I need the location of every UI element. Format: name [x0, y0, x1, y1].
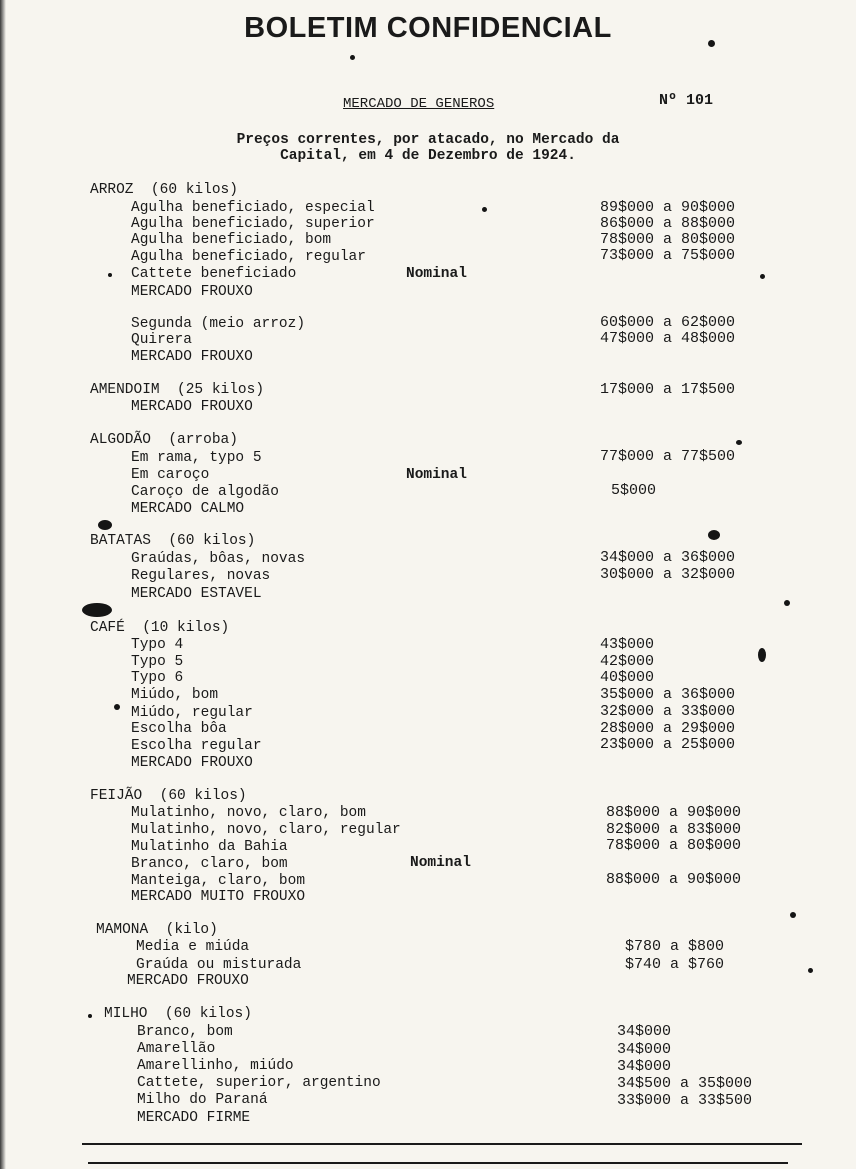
item-price: 34$000: [617, 1058, 672, 1075]
item-price: 23$000 a 25$000: [600, 736, 736, 753]
subtitle-line-1: Preços correntes, por atacado, no Mercado da: [236, 132, 620, 148]
item-price: 30$000 a 32$000: [600, 566, 736, 583]
ink-speck: [98, 520, 112, 530]
ink-speck: [808, 968, 813, 973]
ink-speck: [708, 40, 715, 47]
market-status: MERCADO FROUXO: [131, 755, 253, 771]
market-status: MERCADO ESTAVEL: [131, 586, 262, 602]
item-name: Milho do Paraná: [137, 1092, 268, 1108]
item-price: 73$000 a 75$000: [600, 247, 736, 264]
item-price: 47$000 a 48$000: [600, 330, 736, 347]
ink-speck: [758, 648, 766, 662]
item-name: Agulha beneficiado, especial: [131, 200, 375, 216]
subtitle: [0, 132, 856, 164]
ink-speck: [736, 440, 742, 445]
item-name: Em caroço: [131, 467, 210, 483]
item-note: Nominal: [406, 266, 467, 282]
item-price: 5$000: [611, 482, 657, 499]
item-name: Manteiga, claro, bom: [131, 873, 306, 889]
item-price: 43$000: [600, 636, 655, 653]
ink-speck: [482, 207, 487, 212]
item-price: 88$000 a 90$000: [606, 804, 742, 821]
item-name: Miúdo, bom: [131, 687, 219, 703]
item-price: 88$000 a 90$000: [606, 871, 742, 888]
market-title: MERCADO DE GENEROS: [343, 96, 495, 112]
ink-speck: [708, 530, 720, 540]
section-title-algodao: ALGODÃO (arroba): [90, 432, 238, 448]
market-status: MERCADO FROUXO: [131, 284, 253, 300]
issue-number: Nº 101: [659, 92, 714, 109]
item-price: 82$000 a 83$000: [606, 821, 742, 838]
item-price: 35$000 a 36$000: [600, 686, 736, 703]
item-name: Typo 4: [131, 637, 184, 653]
bottom-rule: [88, 1162, 788, 1164]
item-name: Branco, claro, bom: [131, 856, 288, 872]
document-header: BOLETIM CONFIDENCIAL: [244, 12, 612, 44]
item-price: 34$000: [617, 1041, 672, 1058]
scan-edge-shadow: [0, 0, 6, 1169]
market-status: MERCADO FROUXO: [131, 349, 253, 365]
bottom-rule: [82, 1143, 802, 1145]
section-title-amendoim: AMENDOIM (25 kilos): [90, 382, 265, 398]
item-name: Escolha bôa: [131, 721, 227, 737]
item-name: Cattete, superior, argentino: [137, 1075, 381, 1091]
market-status: MERCADO FROUXO: [131, 399, 253, 415]
item-name: Segunda (meio arroz): [131, 316, 306, 332]
market-status: MERCADO FROUXO: [127, 973, 249, 989]
item-price: $780 a $800: [625, 938, 725, 955]
item-name: Graúdas, bôas, novas: [131, 551, 306, 567]
market-status: MERCADO FIRME: [137, 1110, 251, 1126]
market-status: MERCADO CALMO: [131, 501, 245, 517]
ink-speck: [114, 704, 120, 710]
item-price: 40$000: [600, 669, 655, 686]
item-name: Mulatinho, novo, claro, regular: [131, 822, 401, 838]
item-note: Nominal: [410, 855, 471, 871]
item-name: Agulha beneficiado, regular: [131, 249, 366, 265]
section-title-milho: MILHO (60 kilos): [104, 1006, 252, 1022]
item-price: 32$000 a 33$000: [600, 703, 736, 720]
item-price: 86$000 a 88$000: [600, 215, 736, 232]
market-status: MERCADO MUITO FROUXO: [131, 889, 306, 905]
section-title-batatas: BATATAS (60 kilos): [90, 533, 256, 549]
item-price: 34$500 a 35$000: [617, 1075, 753, 1092]
item-name: Quirera: [131, 332, 192, 348]
item-name: Typo 5: [131, 654, 184, 670]
item-price: 42$000: [600, 653, 655, 670]
ink-speck: [784, 600, 790, 606]
ink-speck: [108, 273, 112, 277]
item-name: Typo 6: [131, 670, 184, 686]
item-price: 60$000 a 62$000: [600, 314, 736, 331]
item-name: Escolha regular: [131, 738, 262, 754]
subtitle-line-2: Capital, em 4 de Dezembro de 1924.: [280, 148, 576, 164]
item-name: Mulatinho da Bahia: [131, 839, 288, 855]
section-title-feijao: FEIJÃO (60 kilos): [90, 788, 247, 804]
item-name: Miúdo, regular: [131, 705, 253, 721]
item-name: Cattete beneficiado: [131, 266, 297, 282]
item-price: 77$000 a 77$500: [600, 448, 736, 465]
ink-speck: [350, 55, 355, 60]
section-title-mamona: MAMONA (kilo): [96, 922, 218, 938]
item-price: 78$000 a 80$000: [600, 231, 736, 248]
item-name: Media e miúda: [136, 939, 250, 955]
item-name: Branco, bom: [137, 1024, 233, 1040]
item-price: 28$000 a 29$000: [600, 720, 736, 737]
item-name: Regulares, novas: [131, 568, 271, 584]
item-price: 34$000 a 36$000: [600, 549, 736, 566]
item-name: Agulha beneficiado, superior: [131, 216, 375, 232]
section-title-arroz: ARROZ (60 kilos): [90, 182, 238, 198]
section-price: 17$000 a 17$500: [600, 381, 736, 398]
item-name: Amarellinho, miúdo: [137, 1058, 294, 1074]
ink-speck: [82, 603, 112, 617]
item-name: Em rama, typo 5: [131, 450, 262, 466]
item-price: 34$000: [617, 1023, 672, 1040]
ink-speck: [790, 912, 796, 918]
item-price: 78$000 a 80$000: [606, 837, 742, 854]
item-name: Amarellão: [137, 1041, 216, 1057]
item-name: Graúda ou misturada: [136, 957, 302, 973]
item-name: Mulatinho, novo, claro, bom: [131, 805, 366, 821]
item-name: Caroço de algodão: [131, 484, 279, 500]
item-note: Nominal: [406, 467, 467, 483]
section-title-cafe: CAFÉ (10 kilos): [90, 620, 230, 636]
item-name: Agulha beneficiado, bom: [131, 232, 332, 248]
item-price: $740 a $760: [625, 956, 725, 973]
ink-speck: [88, 1014, 92, 1018]
item-price: 33$000 a 33$500: [617, 1092, 753, 1109]
item-price: 89$000 a 90$000: [600, 199, 736, 216]
ink-speck: [760, 274, 765, 279]
